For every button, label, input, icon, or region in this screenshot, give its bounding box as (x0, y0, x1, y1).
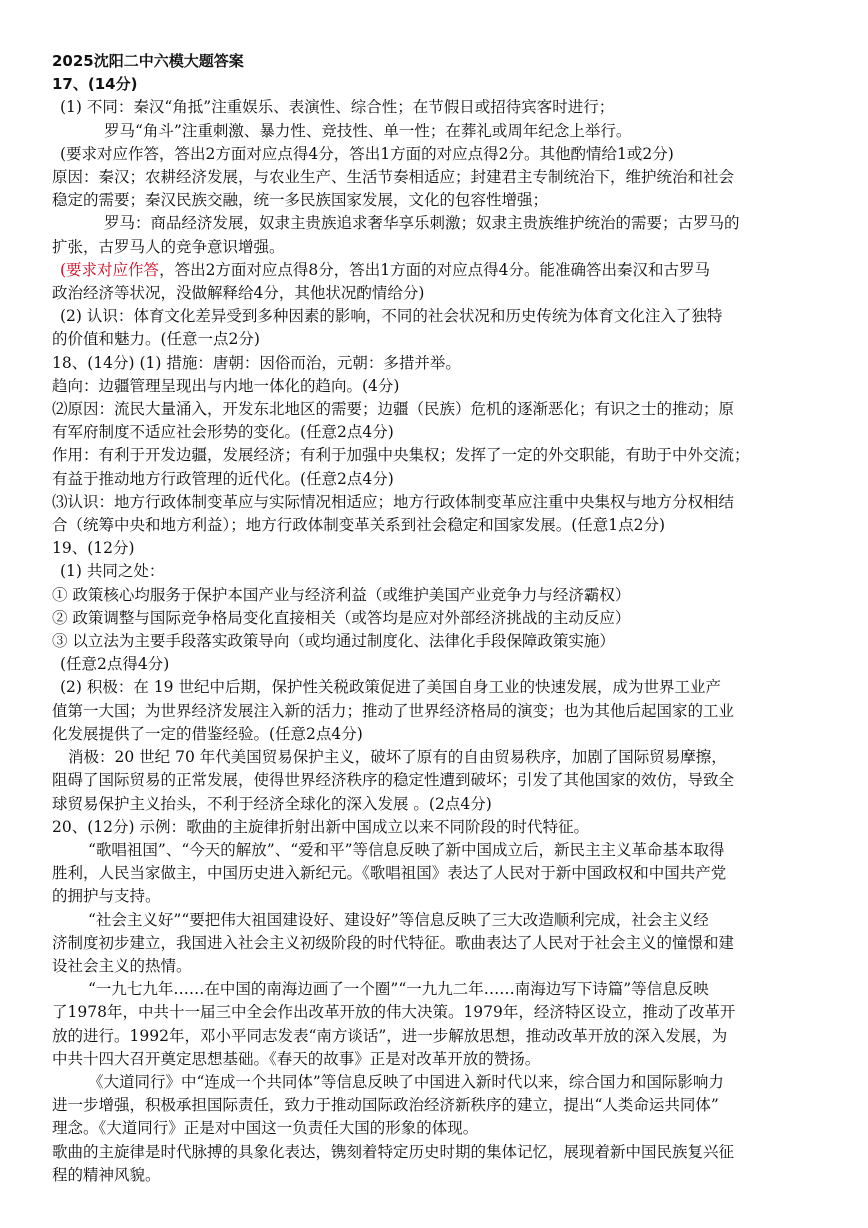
q17-cause-line: 扩张，古罗马人的竞争意识增强。 (52, 237, 285, 256)
q19-part2-line: 值第一大国；为世界经济发展注入新的活力；推动了世界经济格局的演变；也为其他后起国家的工业 (52, 701, 735, 720)
q19-heading: 19、(12分) (52, 539, 135, 558)
q17-cause-line: 原因：秦汉；农耕经济发展，与农业生产、生活节奏相适应；封建君主专制统治下，维护统治和社会 (52, 168, 735, 187)
q20-paragraph-line: 的拥护与支持。 (52, 887, 161, 906)
q20-paragraph-line: 放的进行。1992年，邓小平同志发表“南方谈话”，进一步解放思想，推动改革开放的深入发展，为 (52, 1026, 728, 1045)
q19-part2-line: (2) 积极：在 19 世纪中后期，保护性关税政策促进了美国自身工业的快速发展，成为世界工业产 (60, 678, 721, 697)
q17-cause-line: 罗马：商品经济发展，奴隶主贵族追求奢华享乐刺激；奴隶主贵族维护统治的需要；古罗马的 (104, 214, 740, 233)
q18-line: ⑵原因：流民大量涌入，开发东北地区的需要；边疆（民族）危机的逐渐恶化；有识之士的推动；原 (52, 400, 735, 419)
q17-part2-line: (2) 认识：体育文化差异受到多种因素的影响，不同的社会状况和历史传统为体育文化注入了独特 (60, 307, 723, 326)
q20-paragraph-line: 程的精神风貌。 (52, 1165, 161, 1184)
q17-scoring-rest: ，答出2方面对应点得8分，答出1方面的对应点得4分。能准确答出秦汉和古罗马 (159, 260, 711, 279)
q20-paragraph-line: 设社会主义的热情。 (52, 956, 192, 975)
q20-paragraph-line: 济制度初步建立，我国进入社会主义初级阶段的时代特征。歌曲表达了人民对于社会主义的憧憬和建 (52, 933, 735, 952)
q20-paragraph-line: 歌曲的主旋律是时代脉搏的具象化表达，镌刻着特定历史时期的集体记忆，展现着新中国民族复兴征 (52, 1142, 735, 1161)
q17-heading: 17、(14分) (52, 75, 138, 94)
q20-paragraph-line: “社会主义好”“要把伟大祖国建设好、建设好”等信息反映了三大改造顺利完成，社会主义经 (88, 910, 709, 929)
q20-paragraph-line: “一九七九年……在中国的南海边画了一个圈”“一九九二年……南海边写下诗篇”等信息反映 (88, 980, 709, 999)
q17-cause-scoring (52, 259, 828, 282)
q19-part1-scoring: (任意2点得4分) (60, 655, 170, 674)
q19-list-item: ① 政策核心均服务于保护本国产业与经济利益（或维护美国产业竞争力与经济霸权） (52, 585, 631, 604)
q17-part1-line: (1) 不同：秦汉“角抵”注重娱乐、表演性、综合性；在节假日或招待宾客时进行； (60, 98, 615, 117)
q19-negative-line: 球贸易保护主义抬头，不利于经济全球化的深入发展 。(2点4分) (52, 794, 492, 813)
q18-line: 有军府制度不适应社会形势的变化。(任意2点4分) (52, 423, 394, 442)
q20-line: 20、(12分) 示例：歌曲的主旋律折射出新中国成立以来不同阶段的时代特征。 (52, 817, 589, 836)
q17-part2-line: 的价值和魅力。(任意一点2分) (52, 330, 260, 349)
q17-cause-line: 稳定的需要；秦汉民族交融，统一多民族国家发展，文化的包容性增强； (52, 191, 549, 210)
q19-part1-heading: (1) 共同之处： (60, 562, 165, 581)
q17-part1-line: 罗马“角斗”注重刺激、暴力性、竞技性、单一性；在葬礼或周年纪念上举行。 (104, 121, 632, 140)
q17-cause-scoring: 政治经济等状况，没做解释给4分，其他状况酌情给分) (52, 284, 425, 303)
document-title: 2025沈阳二中六模大题答案 (52, 52, 244, 70)
q19-negative-line: 阻碍了国际贸易的正常发展，使得世界经济秩序的稳定性遭到破坏；引发了其他国家的效仿，导致全 (52, 771, 735, 790)
q20-paragraph-line: 进一步增强，积极承担国际责任，致力于推动国际政治经济新秩序的建立，提出“人类命运共同体” (52, 1096, 719, 1115)
q19-list-item: ③ 以立法为主要手段落实政策导向（或均通过制度化、法律化手段保障政策实施） (52, 632, 615, 651)
q20-paragraph-line: 理念。《大道同行》正是对中国这一负责任大国的形象的体现。 (52, 1119, 479, 1138)
q18-line: 作用：有利于开发边疆，发展经济；有利于加强中央集权；发挥了一定的外交职能，有助于中外交流； (52, 446, 750, 465)
q20-paragraph-line: 了1978年，中共十一届三中全会作出改革开放的伟大决策。1979年，经济特区设立，推动了改革开 (52, 1003, 736, 1022)
q20-paragraph-line: 《大道同行》中“连成一个共同体”等信息反映了中国进入新时代以来，综合国力和国际影响力 (88, 1072, 724, 1091)
q19-negative-line: 消极：20 世纪 70 年代美国贸易保护主义，破坏了原有的自由贸易秩序，加剧了国际贸易摩擦， (68, 748, 727, 767)
q18-line: 趋向：边疆管理呈现出与内地一体化的趋向。(4分) (52, 376, 400, 395)
q19-part2-line: 化发展提供了一定的借鉴经验。(任意2点4分) (52, 724, 363, 743)
q18-line: 合（统筹中央和地方利益）；地方行政体制变革关系到社会稳定和国家发展。(任意1点2分) (52, 516, 666, 535)
q18-line: 18、(14分) (1) 措施：唐朝：因俗而治，元朝：多措并举。 (52, 353, 461, 372)
q18-line: 有益于推动地方行政管理的近代化。(任意2点4分) (52, 469, 394, 488)
q20-paragraph-line: 中共十四大召开奠定思想基础。《春天的故事》正是对改革开放的赞扬。 (52, 1049, 541, 1068)
q20-paragraph-line: “歌唱祖国”、“今天的解放”、“爱和平”等信息反映了新中国成立后，新民主主义革命基本取得 (88, 840, 725, 859)
q17-scoring-highlight: (要求对应作答 (60, 260, 160, 279)
q19-list-item: ② 政策调整与国际竞争格局变化直接相关（或答均是应对外部经济挑战的主动反应） (52, 608, 631, 627)
q17-part1-scoring: (要求对应作答，答出2方面对应点得4分，答出1方面的对应点得2分。其他酌情给1或2分) (60, 144, 674, 163)
q18-line: ⑶认识：地方行政体制变革应与实际情况相适应；地方行政体制变革应注重中央集权与地方分权相结 (52, 492, 735, 511)
q20-paragraph-line: 胜利，人民当家做主，中国历史进入新纪元。《歌唱祖国》表达了人民对于新中国政权和中国共产党 (52, 864, 727, 883)
